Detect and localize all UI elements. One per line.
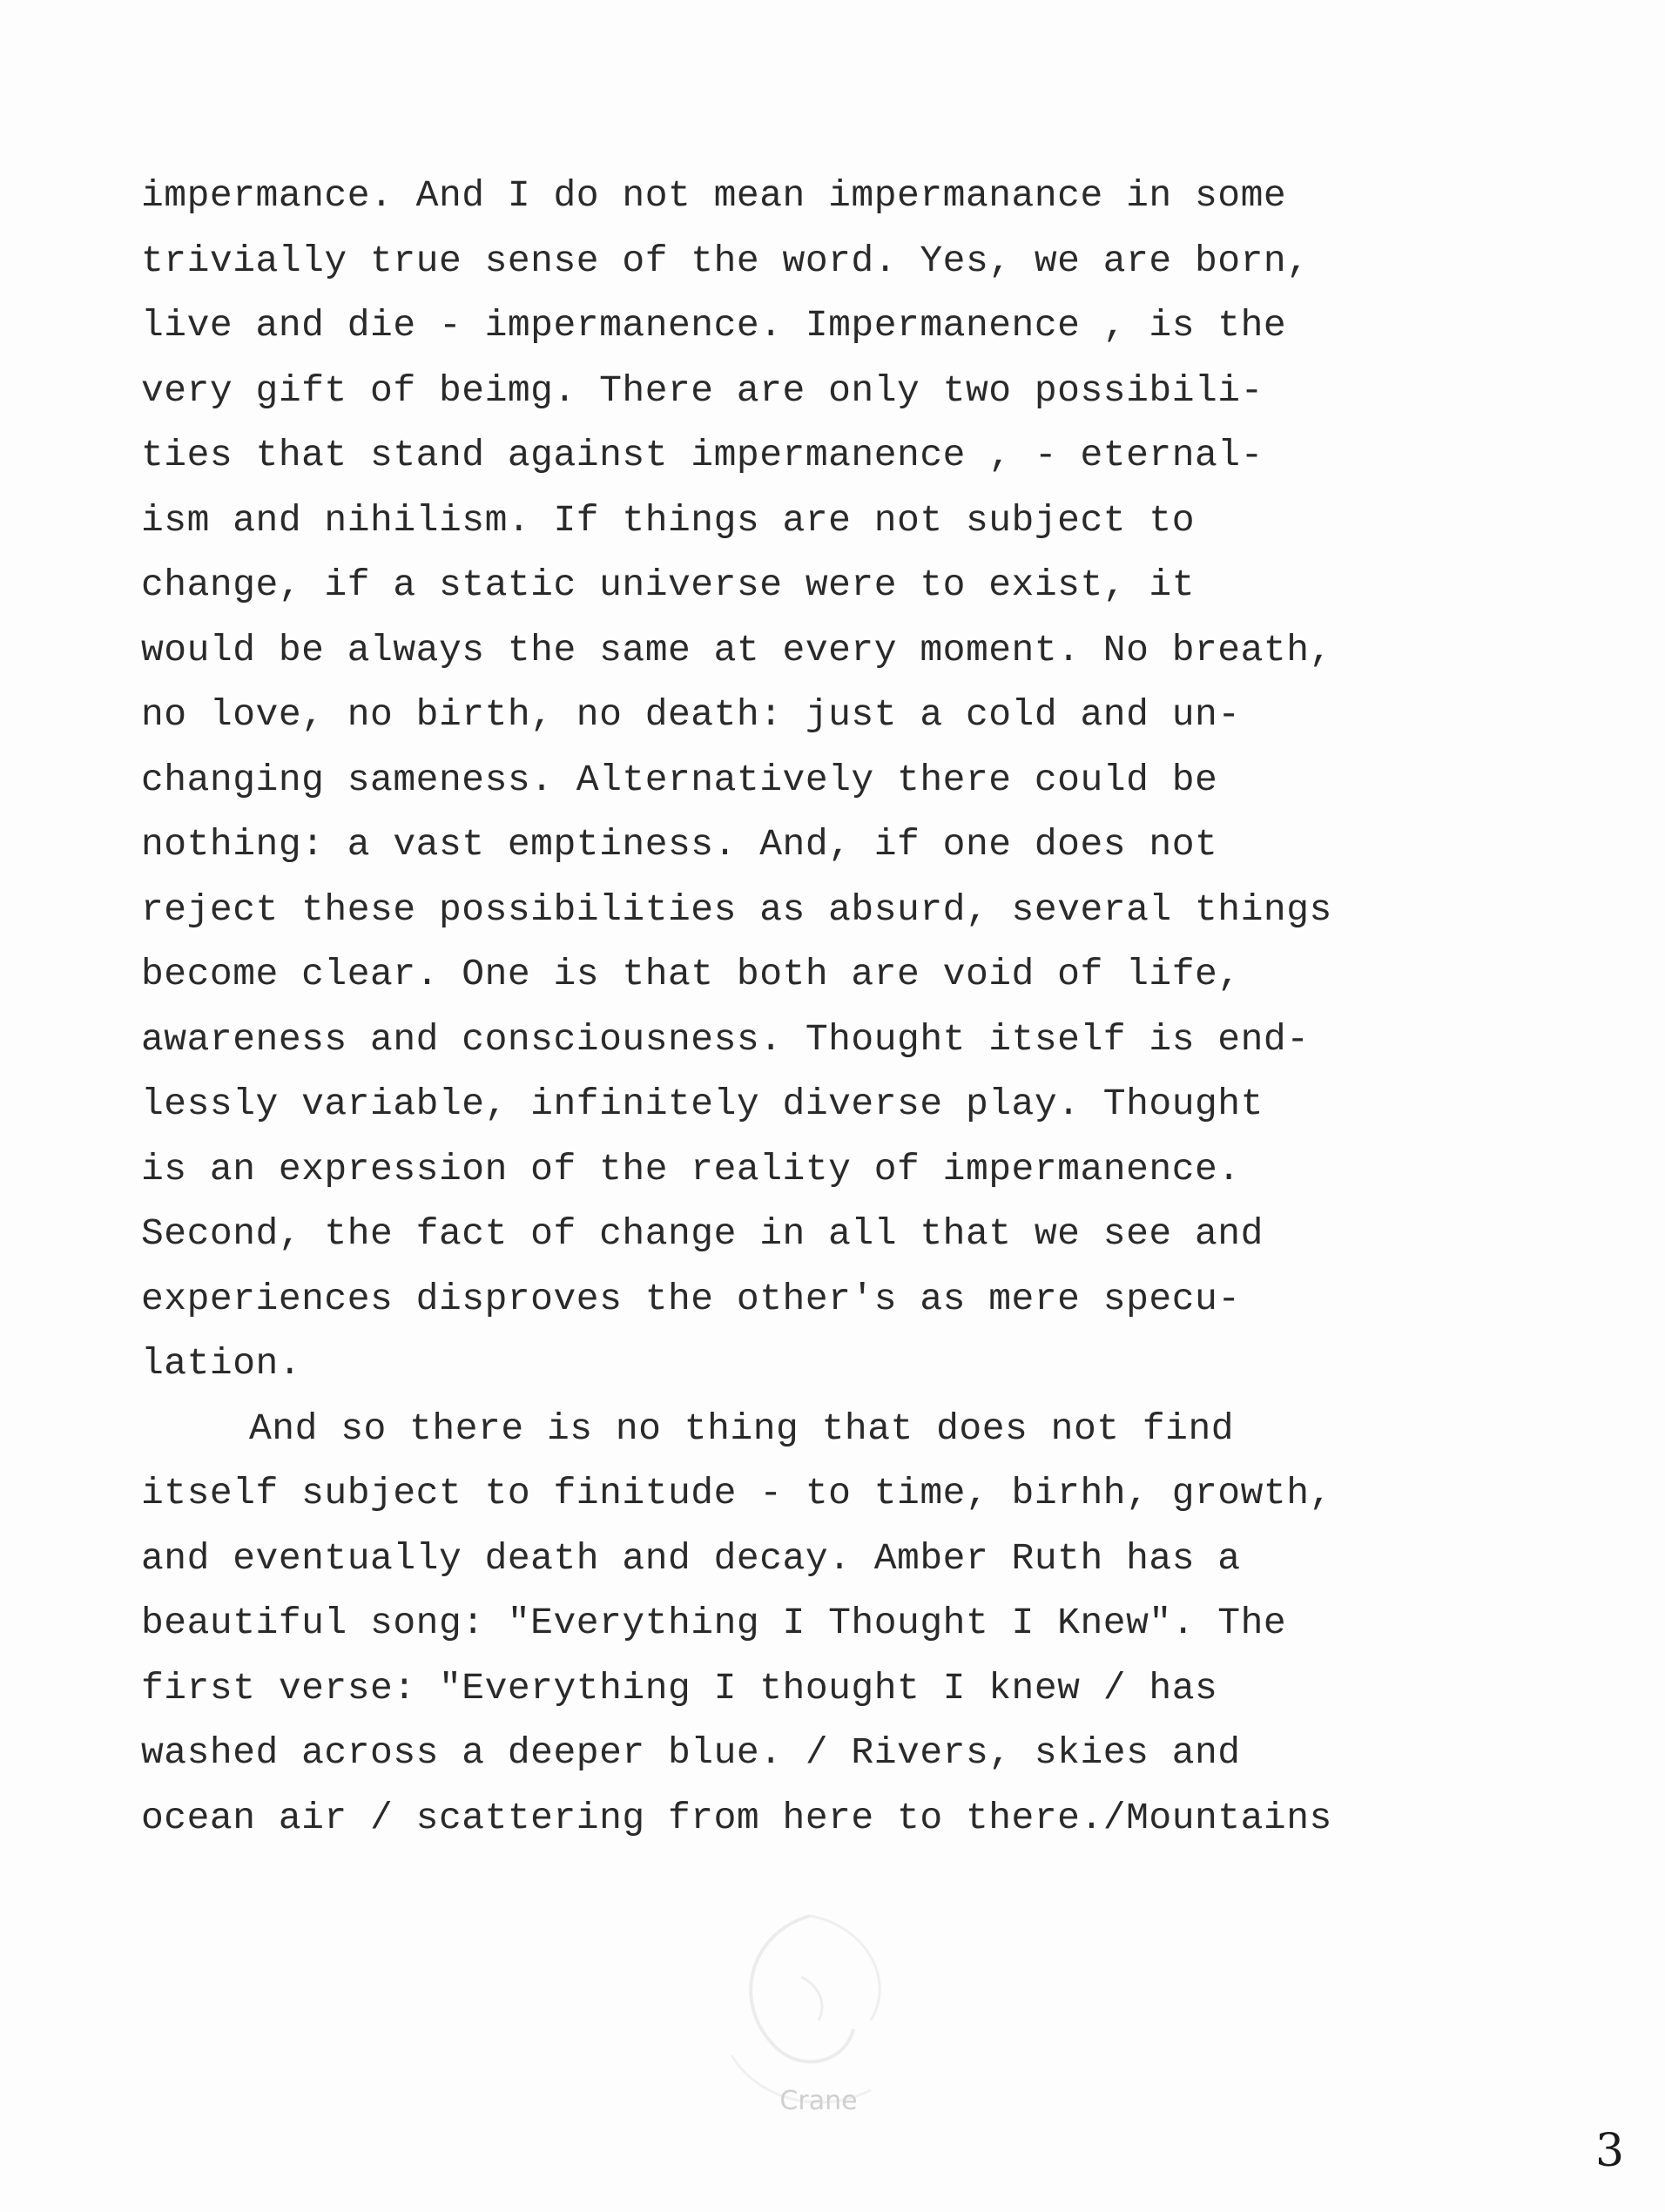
text-line: become clear. One is that both are void of life, bbox=[141, 953, 1241, 995]
text-line: lessly variable, infinitely diverse play. Thought bbox=[141, 1082, 1264, 1125]
text-line: live and die - impermanence. Impermanence , is the bbox=[141, 304, 1287, 347]
text-line: first verse: "Everything I thought I knew / has bbox=[141, 1666, 1218, 1710]
text-line: itself subject to finitude - to time, birhh, growth, bbox=[141, 1472, 1332, 1514]
page-number: 3 bbox=[1595, 2125, 1625, 2177]
text-line: washed across a deeper blue. / Rivers, skies and bbox=[141, 1731, 1241, 1774]
text-line: would be always the same at every moment. No breath, bbox=[141, 628, 1332, 671]
text-line: ocean air / scattering from here to there./Mountains bbox=[141, 1796, 1332, 1839]
text-line: no love, no birth, no death: just a cold and un- bbox=[141, 693, 1241, 736]
watermark-label: Crane bbox=[779, 2086, 858, 2116]
text-line: impermance. And I do not mean impermanance in some bbox=[141, 174, 1287, 217]
text-line: Second, the fact of change in all that we see and bbox=[141, 1212, 1264, 1255]
text-line: beautiful song: "Everything I Thought I Knew". The bbox=[141, 1602, 1287, 1644]
text-line: nothing: a vast emptiness. And, if one does not bbox=[141, 823, 1218, 866]
text-line: trivially true sense of the word. Yes, we are born, bbox=[141, 239, 1310, 282]
text-line: and eventually death and decay. Amber Ruth has a bbox=[141, 1536, 1241, 1580]
text-line: changing sameness. Alternatively there could be bbox=[141, 758, 1218, 801]
body-text bbox=[141, 164, 1621, 1851]
text-line: ism and nihilism. If things are not subject to bbox=[141, 498, 1195, 542]
text-line: awareness and consciousness. Thought itself is end- bbox=[141, 1017, 1310, 1061]
text-line: experiences disproves the other's as mere specu- bbox=[141, 1277, 1241, 1320]
text-line: lation. bbox=[141, 1342, 302, 1385]
text-line: reject these possibilities as absurd, several things bbox=[141, 887, 1332, 931]
text-line: change, if a static universe were to exist, it bbox=[141, 563, 1195, 606]
text-line: is an expression of the reality of impermanence. bbox=[141, 1147, 1241, 1190]
text-line: And so there is no thing that does not find bbox=[249, 1406, 1235, 1450]
text-line: very gift of beimg. There are only two possibili- bbox=[141, 368, 1264, 412]
text-line: ties that stand against impermanence , - eternal- bbox=[141, 434, 1264, 476]
